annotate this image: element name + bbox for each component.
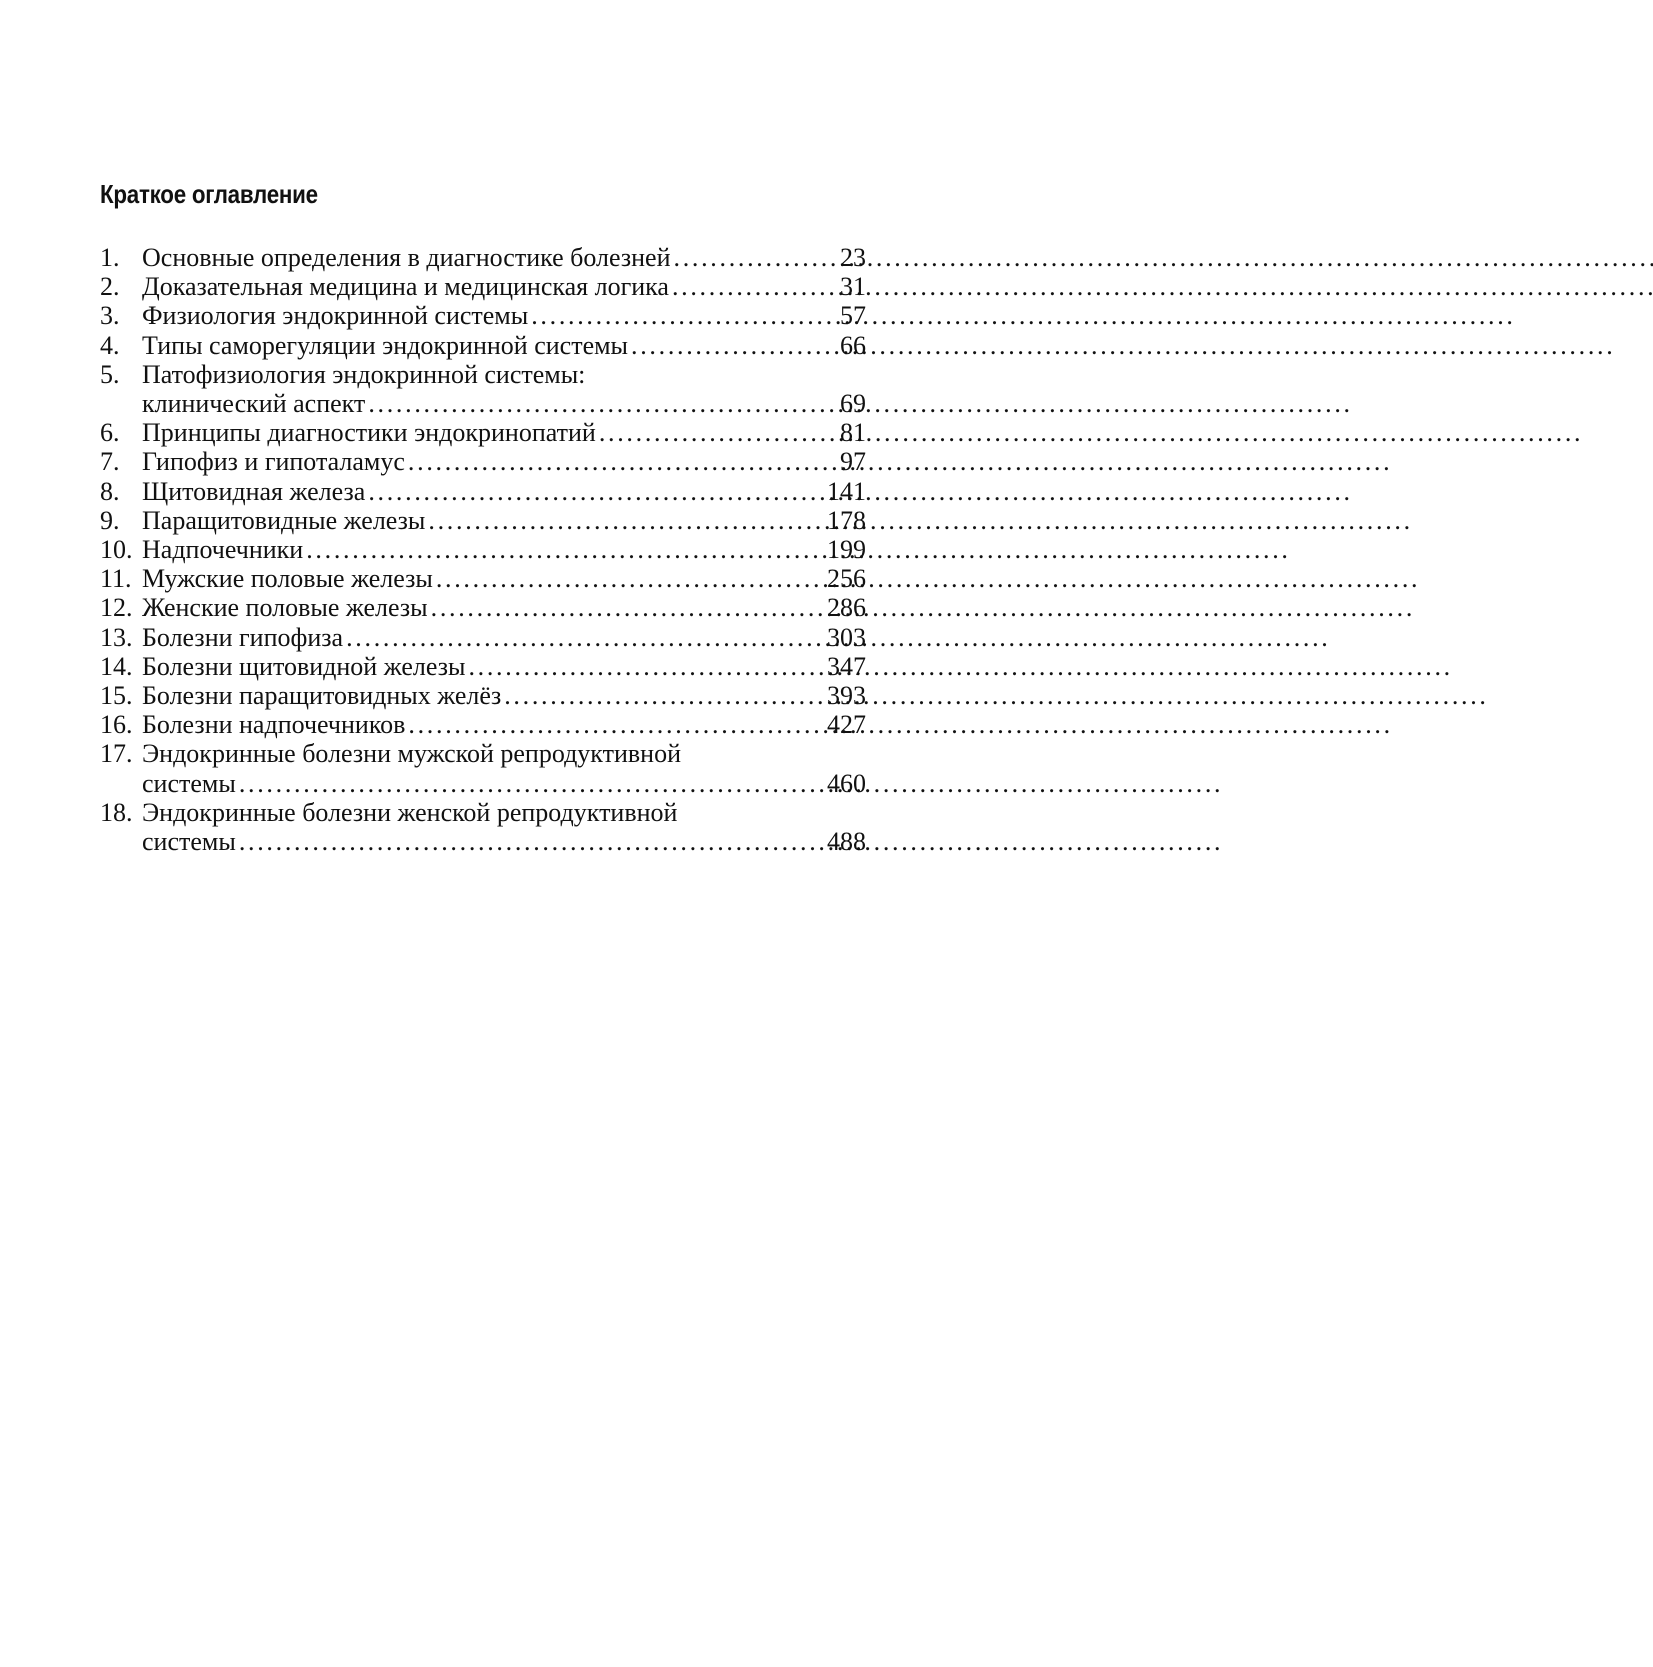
- toc-page-number: 97: [840, 447, 866, 477]
- toc-entry-body: [142, 477, 866, 506]
- toc-dot-leader: [365, 477, 827, 506]
- toc-dot-leader: [425, 506, 827, 535]
- toc-entry-last-line: [142, 652, 866, 681]
- toc-entry-last-line: [142, 272, 866, 301]
- toc-page-number: 178: [827, 505, 866, 535]
- toc-entry-number: 15.: [100, 681, 133, 711]
- toc-dot-leader: [405, 710, 827, 739]
- toc-entry-title: Физиология эндокринной системы: [142, 301, 529, 331]
- toc-entry-number: 14.: [100, 651, 133, 681]
- toc-entry-title: Паращитовидные железы: [142, 505, 426, 535]
- toc-dot-leader: [343, 623, 827, 652]
- toc-entry-last-line: [142, 389, 866, 418]
- toc-entry-body: [142, 243, 866, 272]
- toc-entry-last-line: [142, 535, 866, 564]
- toc-entry-number: 5.: [100, 359, 120, 389]
- toc-dot-leader: [596, 418, 840, 447]
- toc-entry-title: Доказательная медицина и медицинская логика: [142, 272, 669, 302]
- toc-entry-last-line: [142, 769, 866, 798]
- toc-page-number: 460: [827, 768, 866, 798]
- toc-dot-leader: [528, 301, 840, 330]
- toc-entry-title: Основные определения в диагностике болезней: [142, 243, 671, 272]
- toc-entry: [100, 681, 866, 710]
- toc-entry-body: [142, 506, 866, 535]
- toc-dot-leader: [236, 827, 827, 856]
- toc-entry-number: 3.: [100, 301, 120, 331]
- toc-entry-number: 12.: [100, 593, 133, 623]
- toc-entry-body: [142, 331, 866, 360]
- toc-entry-last-line: [142, 827, 866, 856]
- toc-page-number: 31: [840, 272, 866, 302]
- toc-entry-number: 9.: [100, 505, 120, 535]
- toc-entry-body: [142, 535, 866, 564]
- toc-dot-leader: [669, 272, 840, 301]
- toc-page-number: 286: [827, 593, 866, 623]
- toc-entry-title: Типы саморегуляции эндокринной системы: [142, 330, 629, 360]
- toc-entry-body: [142, 798, 866, 856]
- toc-page-number: 427: [827, 710, 866, 740]
- toc-page-number: 69: [840, 389, 866, 419]
- toc-entry-last-line: [142, 243, 866, 272]
- toc-entry-body: [142, 623, 866, 652]
- toc-entry-number: 13.: [100, 622, 133, 652]
- toc-dot-leader: [628, 331, 840, 360]
- toc-entry-body: [142, 681, 866, 710]
- toc-entry-last-line: [142, 447, 866, 476]
- toc-entry-title: клинический аспект: [142, 389, 366, 419]
- toc-dot-leader: [465, 652, 827, 681]
- toc-page-number: 141: [827, 476, 866, 506]
- toc-entry-last-line: [142, 418, 866, 447]
- toc-entry-last-line: [142, 301, 866, 330]
- toc-entry-number: 8.: [100, 476, 120, 506]
- toc-entry-title-line: Эндокринные болезни мужской репродуктивной: [142, 739, 681, 769]
- toc-entry-body: [142, 360, 866, 418]
- toc-page-number: 23: [840, 243, 866, 272]
- toc-entry-body: [142, 272, 866, 301]
- toc-page-number: 57: [840, 301, 866, 331]
- toc-page-number: 488: [827, 827, 866, 857]
- toc-entry-title-line: Эндокринные болезни женской репродуктивной: [142, 797, 678, 827]
- toc-dot-leader: [236, 769, 827, 798]
- toc-entry: [100, 360, 866, 418]
- toc-heading: Краткое оглавление: [100, 179, 318, 209]
- toc-dot-leader: [501, 681, 827, 710]
- toc-entry: [100, 477, 866, 506]
- toc-entry: [100, 331, 866, 360]
- toc-entry-title: Мужские половые железы: [142, 564, 433, 594]
- toc-entry-number: 4.: [100, 330, 120, 360]
- toc-page-number: 66: [840, 330, 866, 360]
- toc-entry-number: 7.: [100, 447, 120, 477]
- toc-entry: [100, 243, 866, 272]
- toc-entry-title: Болезни паращитовидных желёз: [142, 681, 502, 711]
- toc-entry-number: 16.: [100, 710, 133, 740]
- toc-entry-body: [142, 710, 866, 739]
- toc-entry-number: 1.: [100, 243, 120, 272]
- toc-entry-last-line: [142, 623, 866, 652]
- toc-entry-last-line: [142, 331, 866, 360]
- toc-entry: [100, 798, 866, 856]
- toc-entry-title: системы: [142, 768, 236, 798]
- toc-entry-title: Женские половые железы: [142, 593, 428, 623]
- toc-entry-title: системы: [142, 827, 236, 857]
- toc-entry: [100, 447, 866, 476]
- table-of-contents: [100, 243, 866, 856]
- toc-entry: [100, 739, 866, 797]
- toc-dot-leader: [365, 389, 840, 418]
- toc-entry: [100, 710, 866, 739]
- toc-entry: [100, 535, 866, 564]
- toc-dot-leader: [428, 593, 827, 622]
- toc-entry-body: [142, 418, 866, 447]
- toc-entry: [100, 272, 866, 301]
- toc-entry: [100, 623, 866, 652]
- toc-dot-leader: [671, 243, 841, 272]
- toc-page-number: 256: [827, 564, 866, 594]
- toc-entry-title: Болезни гипофиза: [142, 622, 344, 652]
- toc-entry: [100, 506, 866, 535]
- toc-page-number: 393: [827, 681, 866, 711]
- toc-entry-body: [142, 652, 866, 681]
- toc-entry-title: Надпочечники: [142, 535, 304, 565]
- toc-page-number: 303: [827, 622, 866, 652]
- toc-entry-body: [142, 447, 866, 476]
- toc-entry-title: Болезни надпочечников: [142, 710, 406, 740]
- toc-entry: [100, 564, 866, 593]
- toc-entry-title: Принципы диагностики эндокринопатий: [142, 418, 596, 448]
- toc-entry-last-line: [142, 477, 866, 506]
- toc-entry-number: 11.: [100, 564, 132, 594]
- toc-entry-last-line: [142, 506, 866, 535]
- toc-dot-leader: [405, 447, 840, 476]
- toc-entry: [100, 301, 866, 330]
- toc-entry-body: [142, 739, 866, 797]
- toc-dot-leader: [303, 535, 827, 564]
- toc-page-number: 347: [827, 651, 866, 681]
- toc-entry-last-line: [142, 681, 866, 710]
- toc-entry-last-line: [142, 710, 866, 739]
- toc-entry-title: Болезни щитовидной железы: [142, 651, 466, 681]
- toc-entry-number: 17.: [100, 739, 133, 769]
- toc-page-number: 81: [840, 418, 866, 448]
- toc-entry-number: 6.: [100, 418, 120, 448]
- toc-entry-title-line: Патофизиология эндокринной системы:: [142, 359, 586, 389]
- toc-entry-number: 18.: [100, 797, 133, 827]
- toc-entry-body: [142, 593, 866, 622]
- toc-entry-title: Гипофиз и гипоталамус: [142, 447, 405, 477]
- toc-dot-leader: [433, 564, 827, 593]
- toc-entry: [100, 652, 866, 681]
- toc-entry-body: [142, 301, 866, 330]
- toc-entry-last-line: [142, 593, 866, 622]
- toc-entry-body: [142, 564, 866, 593]
- toc-entry-title: Щитовидная железа: [142, 476, 366, 506]
- toc-entry: [100, 593, 866, 622]
- toc-page-number: 199: [827, 535, 866, 565]
- toc-entry-last-line: [142, 564, 866, 593]
- toc-entry-number: 10.: [100, 535, 133, 565]
- toc-entry-number: 2.: [100, 272, 120, 302]
- toc-entry: [100, 418, 866, 447]
